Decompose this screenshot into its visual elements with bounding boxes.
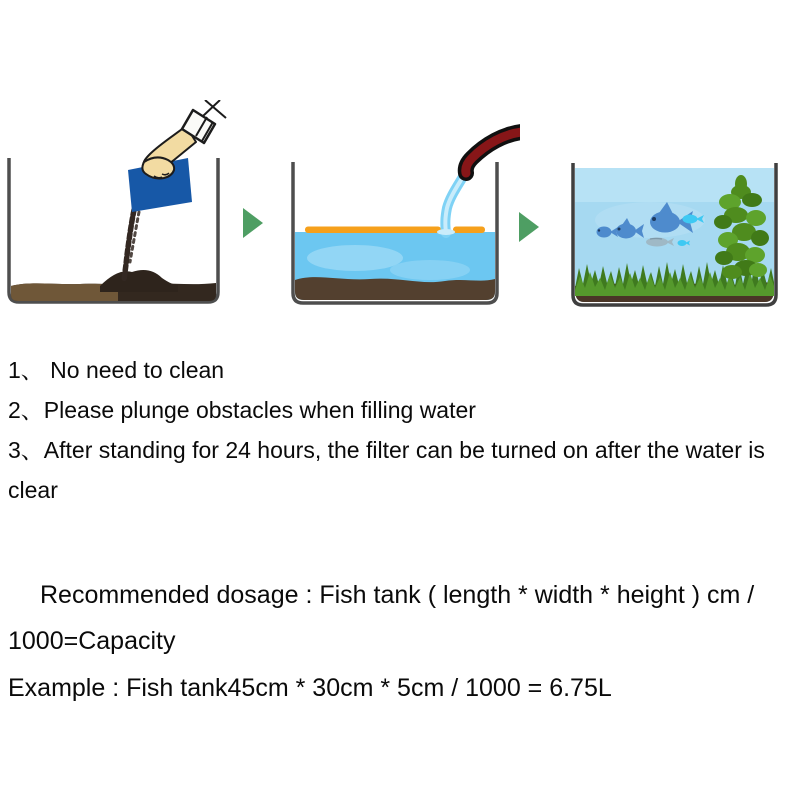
dosage-line-1: Recommended dosage : Fish tank ( length * width * height ) cm /: [40, 581, 755, 609]
instruction-item-2: 2、Please plunge obstacles when filling water: [8, 397, 476, 423]
water-hose: [466, 132, 520, 173]
water-highlight: [390, 260, 470, 280]
instruction-list: [8, 350, 788, 510]
substrate-stream: [124, 210, 139, 280]
substrate: [295, 277, 495, 300]
arrow-right-icon: [516, 210, 542, 244]
recommended-dosage: [8, 572, 800, 664]
dosage-example: Example : Fish tank45cm * 30cm * 5cm / 1000 = 6.75L: [8, 674, 612, 702]
instruction-item-1: 1、 No need to clean: [8, 357, 225, 383]
dosage-line-2: 1000=Capacity: [8, 627, 176, 655]
baffle-plate: [305, 227, 485, 234]
arrow-right-icon: [240, 206, 266, 240]
finished-aquarium-step-illustration: [560, 100, 800, 320]
pen-scribble: [203, 100, 226, 118]
substrate-mound: [100, 270, 178, 292]
pour-substrate-step-illustration: [0, 100, 235, 320]
instruction-item-3: 3、After standing for 24 hours, the filter can be turned on after the water is clear: [8, 437, 772, 503]
fill-water-step-illustration: [280, 100, 520, 320]
water-highlight: [307, 245, 403, 271]
